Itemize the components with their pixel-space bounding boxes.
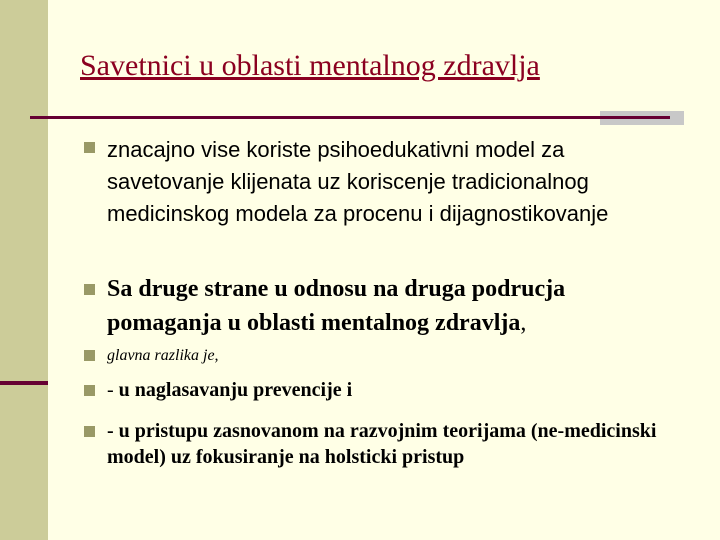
bullet-text-2-suffix: , (520, 310, 527, 336)
slide-title: Savetnici u oblasti mentalnog zdravlja (80, 49, 540, 82)
square-bullet-icon (84, 142, 95, 153)
square-bullet-icon (84, 385, 95, 396)
bullet-text-4 (107, 376, 667, 404)
title-rule (30, 116, 670, 119)
bullet-text-5: - u pristupu zasnovanom na razvojnim teorijama (ne-medicinski model) uz fokusiranje na holsticki pristup (107, 420, 657, 468)
square-bullet-icon (84, 350, 95, 361)
side-accent-stripe (0, 381, 48, 385)
bullet-text-4-main: u naglasavanju prevencije i (113, 379, 353, 401)
square-bullet-icon (84, 426, 95, 437)
bullet-text-2 (107, 272, 667, 340)
bullet-text-3: glavna razlika je, (107, 347, 219, 364)
bullet-text-4-prefix: - (107, 379, 114, 401)
bullet-text-2-main: Sa druge strane u odnosu na druga podrucja pomaganja u oblasti mentalnog zdravlja (107, 276, 566, 336)
square-bullet-icon (84, 284, 95, 295)
bullet-text-1: znacajno vise koriste psihoedukativni model za savetovanje klijenata uz koriscenje tradicionalnog medicinskog modela za procenu i dijagnostikovanje (107, 137, 609, 226)
side-decor-bar (0, 0, 48, 540)
